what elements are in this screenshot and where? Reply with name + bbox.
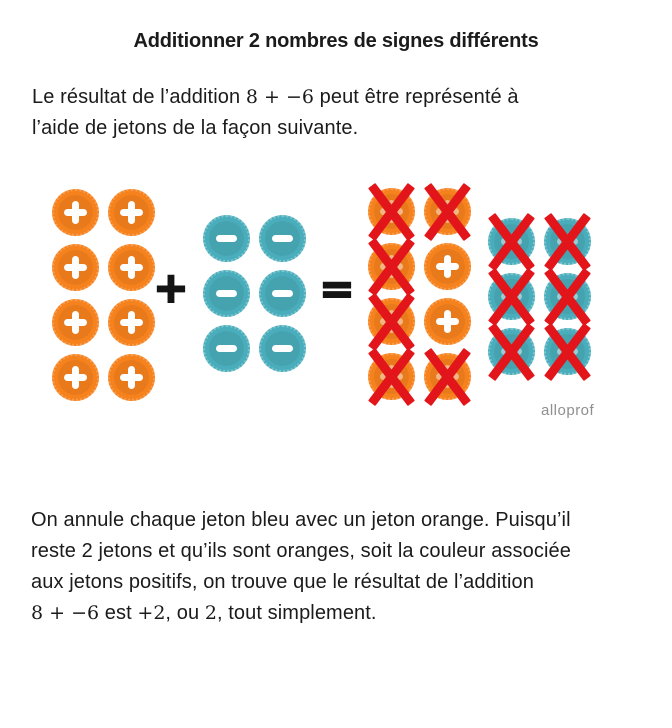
negative-token-crossed (488, 328, 535, 375)
negative-token-crossed (488, 218, 535, 265)
intro-line-1 (32, 82, 519, 113)
negative-token (203, 270, 250, 317)
conclusion-line-4 (31, 598, 571, 629)
positive-token (108, 354, 155, 401)
positive-token-crossed (368, 188, 415, 235)
intro-text: peut être représenté à (313, 86, 519, 108)
negative-token (203, 215, 250, 262)
alloprof-watermark: alloprof (541, 402, 595, 419)
negative-token (259, 270, 306, 317)
conclusion-text: reste 2 jetons et qu’ils sont oranges, soit la couleur associée (31, 540, 571, 562)
plus-sign-icon (120, 256, 143, 279)
minus-sign-icon (272, 345, 293, 352)
token-group-result-positive (368, 188, 471, 400)
minus-sign-icon (216, 235, 237, 242)
conclusion-line-2 (31, 536, 571, 567)
math-expression: 8 + −6 (245, 86, 314, 108)
math-expression: 2 (204, 602, 217, 624)
negative-token-crossed (544, 273, 591, 320)
conclusion-paragraph (31, 505, 571, 629)
plus-sign-icon (64, 201, 87, 224)
plus-sign-icon (436, 310, 459, 333)
conclusion-line-1 (31, 505, 571, 536)
positive-token (108, 189, 155, 236)
positive-token (424, 243, 471, 290)
intro-paragraph (32, 82, 519, 144)
math-expression: 8 + −6 (31, 602, 100, 624)
positive-token-crossed (368, 353, 415, 400)
plus-sign-icon (64, 256, 87, 279)
positive-token-crossed (368, 243, 415, 290)
intro-text: l’aide de jetons de la façon suivante. (32, 117, 359, 139)
minus-sign-icon (216, 290, 237, 297)
positive-token (52, 354, 99, 401)
negative-token (259, 215, 306, 262)
negative-token-crossed (544, 328, 591, 375)
positive-token (424, 298, 471, 345)
equals-operator-icon: = (319, 264, 355, 313)
negative-token (203, 325, 250, 372)
plus-sign-icon (120, 366, 143, 389)
negative-token-crossed (488, 273, 535, 320)
plus-operator-icon: + (153, 263, 189, 312)
conclusion-text: On annule chaque jeton bleu avec un jeton orange. Puisqu’il (31, 509, 571, 531)
positive-token (52, 299, 99, 346)
conclusion-line-3 (31, 567, 571, 598)
plus-sign-icon (64, 311, 87, 334)
minus-sign-icon (272, 290, 293, 297)
positive-token (52, 189, 99, 236)
token-group-result-negative (488, 218, 591, 375)
conclusion-text: est (99, 602, 138, 624)
plus-sign-icon (64, 366, 87, 389)
math-expression: +2 (137, 602, 166, 624)
conclusion-text: , ou (165, 602, 205, 624)
token-group-addend-negative (203, 215, 306, 372)
plus-sign-icon (120, 201, 143, 224)
conclusion-text: aux jetons positifs, on trouve que le résultat de l’addition (31, 571, 534, 593)
positive-token-crossed (424, 353, 471, 400)
positive-token-crossed (368, 298, 415, 345)
intro-text: Le résultat de l’addition (32, 86, 246, 108)
negative-token (259, 325, 306, 372)
page-title: Additionner 2 nombres de signes différents (133, 30, 539, 52)
negative-token-crossed (544, 218, 591, 265)
minus-sign-icon (272, 235, 293, 242)
intro-line-2 (32, 113, 519, 144)
positive-token-crossed (424, 188, 471, 235)
positive-token (52, 244, 99, 291)
minus-sign-icon (216, 345, 237, 352)
token-illustration (0, 186, 672, 431)
conclusion-text: , tout simplement. (216, 602, 377, 624)
token-group-addend-positive (52, 189, 155, 401)
plus-sign-icon (436, 255, 459, 278)
plus-sign-icon (120, 311, 143, 334)
